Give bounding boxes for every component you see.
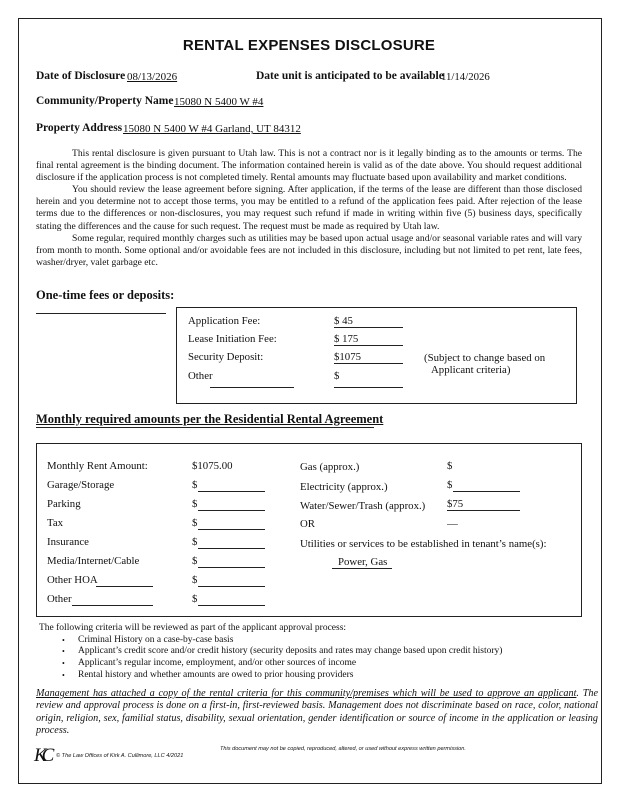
monthly-amounts-heading: Monthly required amounts per the Residential Rental Agreement (36, 412, 384, 426)
application-fee-label: Application Fee: (188, 315, 261, 327)
gas-value[interactable]: $ (447, 460, 453, 472)
security-deposit-line (334, 363, 403, 364)
security-deposit-label: Security Deposit: (188, 351, 264, 363)
application-fee-line (334, 327, 403, 328)
onetime-note-line2: Applicant criteria) (431, 364, 511, 376)
media-internet-cable-line (198, 567, 265, 568)
media-internet-cable-value[interactable]: $ (192, 555, 198, 567)
community-name-value[interactable]: 15080 N 5400 W #4 (174, 96, 264, 108)
or-label: OR (300, 518, 315, 530)
logo-letters: KC (34, 745, 50, 766)
law-office-logo (34, 745, 56, 771)
date-of-disclosure-value[interactable]: 08/13/2026 (127, 71, 178, 83)
water-sewer-trash-value[interactable]: $75 (447, 498, 464, 510)
other-fee-value[interactable]: $ (334, 370, 340, 382)
other-fee-name-line (210, 387, 294, 388)
other-monthly-label: Other (47, 593, 72, 605)
electricity-value[interactable]: $ (447, 479, 453, 491)
page-title: RENTAL EXPENSES DISCLOSURE (182, 37, 436, 54)
utilities-tenant-label: Utilities or services to be established in tenant’s name(s): (300, 538, 547, 550)
garage-storage-value[interactable]: $ (192, 479, 198, 491)
monthly-rent-value[interactable]: $1075.00 (192, 460, 233, 472)
property-address-label: Property Address (36, 122, 123, 134)
insurance-value[interactable]: $ (192, 536, 198, 548)
footer-notice: This document may not be copied, reproduced, altered, or used without express written permission. (220, 746, 466, 752)
gas-label: Gas (approx.) (300, 461, 360, 473)
management-criteria-notice: Management has attached a copy of the rental criteria for this community/premises which will be used to approve an applicant (36, 688, 577, 699)
criteria-item: • Rental history and whether amounts are owed to prior housing providers (66, 670, 596, 682)
availability-date-value[interactable]: 11/14/2026 (441, 71, 490, 83)
tax-value[interactable]: $ (192, 517, 198, 529)
onetime-fees-heading: One-time fees or deposits: (36, 288, 175, 302)
lease-initiation-fee-label: Lease Initiation Fee: (188, 333, 277, 345)
disclosure-paragraph: Some regular, required monthly charges such as utilities may be based upon actual usage and/or seasonal variable rates and will vary from month to month. Some optional and/or avoidable fees are not included in this disclosure, including but not limited to pet rent, late fees, washer/dryer, valet garbage etc. (36, 232, 582, 268)
availability-date-label: Date unit is anticipated to be available (256, 70, 444, 82)
or-value: — (447, 518, 458, 530)
other-hoa-value[interactable]: $ (192, 574, 198, 586)
other-hoa-name-line (96, 586, 153, 587)
divider-line (36, 313, 166, 314)
criteria-intro: The following criteria will be reviewed as part of the applicant approval process: (39, 623, 347, 633)
application-fee-value[interactable]: $ 45 (334, 315, 353, 327)
tax-label: Tax (47, 517, 64, 529)
other-monthly-value[interactable]: $ (192, 593, 198, 605)
disclosure-paragraph: This rental disclosure is given pursuant to Utah law. This is not a contract nor is it legally binding as to the amounts or terms. The final rental agreement is the binding document. The information contained herein is valid as of the date above. You should request additional disclosure if the application process is not completed timely. Rental amounts may fluctuate based upon availability and market conditions. (36, 148, 582, 184)
other-monthly-line (198, 605, 265, 606)
other-hoa-line (198, 586, 265, 587)
garage-storage-label: Garage/Storage (47, 479, 115, 491)
parking-value[interactable]: $ (192, 498, 198, 510)
parking-label: Parking (47, 498, 81, 510)
parking-line (198, 510, 265, 511)
property-address-value[interactable]: 15080 N 5400 W #4 Garland, UT 84312 (123, 123, 301, 135)
date-of-disclosure-label: Date of Disclosure (36, 70, 126, 82)
other-hoa-label: Other HOA (47, 574, 98, 586)
electricity-label: Electricity (approx.) (300, 481, 388, 493)
water-sewer-trash-line (447, 510, 520, 511)
criteria-item: • Applicant’s regular income, employment, and/or other sources of income (66, 658, 596, 670)
management-nondiscrimination: . The review and approval process is done on a first-in, first-reviewed basis. Management does not discriminate based on race, color, national origin, religion, sex, familial status, disability, sexual orientation, gender identification or source of income in the application or leasing process. (36, 688, 598, 736)
tax-line (198, 529, 265, 530)
criteria-item: • Criminal History on a case-by-case basis (66, 635, 596, 647)
community-name-label: Community/Property Name (36, 95, 174, 107)
lease-initiation-fee-line (334, 345, 403, 346)
onetime-note-line1: (Subject to change based on (424, 352, 546, 364)
utilities-tenant-line (332, 568, 392, 569)
insurance-label: Insurance (47, 536, 89, 548)
disclosure-paragraph: You should review the lease agreement before signing. After application, if the terms of the lease are different than those disclosed herein and you determine not to accept those terms, you may be entitled to a refund of the application fees paid. After rejection of the lease terms due to the differences or non-disclosures, you may request such refund if made in writing within five (5) business days, specifically stating the differences and the cause for such request. The request must be made as required by Utah law. (36, 184, 582, 232)
utilities-tenant-value[interactable]: Power, Gas (338, 556, 388, 568)
electricity-line (453, 491, 520, 492)
other-fee-label: Other (188, 370, 213, 382)
monthly-heading-underline (36, 427, 374, 428)
media-internet-cable-label: Media/Internet/Cable (47, 555, 140, 567)
management-statement (36, 688, 598, 737)
criteria-list (36, 635, 596, 682)
water-sewer-trash-label: Water/Sewer/Trash (approx.) (300, 500, 426, 512)
other-monthly-name-line (72, 605, 153, 606)
insurance-line (198, 548, 265, 549)
footer-copyright: © The Law Offices of Kirk A. Cullimore, LLC 4/2021 (56, 753, 184, 759)
security-deposit-value[interactable]: $1075 (334, 351, 361, 363)
disclosure-text (36, 148, 582, 269)
criteria-item: • Applicant’s credit score and/or credit history (security deposits and rates may change based upon credit history) (66, 646, 596, 658)
garage-storage-line (198, 491, 265, 492)
approval-criteria (36, 623, 596, 682)
lease-initiation-fee-value[interactable]: $ 175 (334, 333, 359, 345)
monthly-rent-label: Monthly Rent Amount: (47, 460, 148, 472)
other-fee-line (334, 387, 403, 388)
